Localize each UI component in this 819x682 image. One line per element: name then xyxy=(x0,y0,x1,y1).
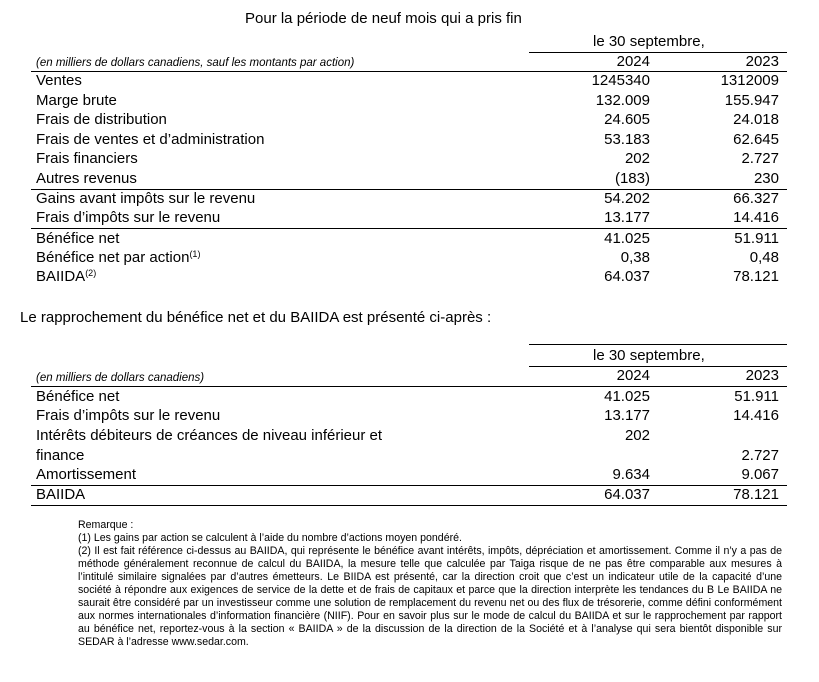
reconciliation-intro: Le rapprochement du bénéfice net et du BAIIDA est présenté ci-après : xyxy=(20,309,492,326)
value-2023: 155.947 xyxy=(724,92,779,109)
value-2023: 62.645 xyxy=(733,131,779,148)
year-header-2024: 2024 xyxy=(616,53,650,70)
value-2024: (183) xyxy=(614,170,650,187)
value-2023: 78.121 xyxy=(733,268,779,285)
row-label: Frais financiers xyxy=(36,150,138,167)
date-header: le 30 septembre, xyxy=(593,33,705,50)
date-header: le 30 septembre, xyxy=(593,347,705,364)
value-2023: 51.911 xyxy=(734,230,779,247)
table-row xyxy=(0,486,819,505)
value-2024: 64.037 xyxy=(604,268,650,285)
row-label: Amortissement xyxy=(36,466,137,483)
value-2024: 0,38 xyxy=(620,249,650,266)
row-label: BAIIDA$^{(2)}$ xyxy=(36,268,97,285)
value-2023: 51.911 xyxy=(734,388,779,405)
notes-heading: Remarque : xyxy=(78,519,134,531)
value-2024: 24.605 xyxy=(604,111,650,128)
table-bottom-rule xyxy=(31,505,787,506)
row-label: finance xyxy=(36,447,85,464)
footnote-2: (2) Il est fait référence ci-dessus au BAIIDA, qui représente le bénéfice avant intérêts, impôts, dépréciation et amortissement. Comme il n’y a pas de méthode généralement reconnue de calcul du BAIIDA, la mesure telle que calculée par Taiga risque de ne pas être comparable aux mesures à l’intitulé similaire signalées par d’autres émetteurs. Le BIIDA est présenté, car la direction croit que c’est un indicateur utile de la capacité d’une société à répondre aux exigences de service de la dette et de frais de capitaux et parce que la direction interprète les tendances du B Le BAIIDA ne saurait être considéré par un investisseur comme une solution de remplacement du revenu net ou des flux de trésorerie, comme défini conformément aux normes internationales d’information financière (NIIF). Pour en savoir plus sur le mode de calcul du BAIIDA et sur le rapprochement par rapport au bénéfice net, reportez-vous à la section « BAIIDA » de la discussion de la direction de la Société et à l’analyse qui sera bientôt disponible sur SEDAR à l’adresse www.sedar.com. xyxy=(78,545,782,648)
value-2023: 78.121 xyxy=(733,486,779,503)
value-2024: 41.025 xyxy=(604,230,650,247)
table-row xyxy=(0,230,819,249)
table-row xyxy=(0,407,819,426)
value-2024: 13.177 xyxy=(604,407,650,424)
value-2024: 9.634 xyxy=(612,466,650,483)
row-label: Ventes xyxy=(36,72,82,89)
value-2024: 13.177 xyxy=(604,209,650,226)
row-label: Frais de ventes et d’administration xyxy=(36,131,265,148)
value-2024: 202 xyxy=(624,150,650,167)
row-rule xyxy=(31,228,787,229)
value-2023: 9.067 xyxy=(741,466,779,483)
table-row xyxy=(0,170,819,189)
value-2023: 230 xyxy=(753,170,779,187)
row-label: BAIIDA xyxy=(36,486,86,503)
value-2023: 2.727 xyxy=(741,447,779,464)
table-row xyxy=(0,466,819,485)
table-row xyxy=(0,190,819,209)
table-row xyxy=(0,131,819,150)
table-row xyxy=(0,249,819,268)
table-row xyxy=(0,92,819,111)
footnote-marker: (2) xyxy=(85,268,97,278)
units-label: (en milliers de dollars canadiens, sauf les montants par action) xyxy=(36,57,355,69)
value-2024: 202 xyxy=(624,427,650,444)
row-label: Frais d’impôts sur le revenu xyxy=(36,209,221,226)
year-header-2023: 2023 xyxy=(745,367,779,384)
header-top-rule xyxy=(529,344,787,345)
row-label: Bénéfice net xyxy=(36,388,120,405)
table-row xyxy=(0,150,819,169)
value-2023: 0,48 xyxy=(749,249,779,266)
value-2024: 132.009 xyxy=(595,92,650,109)
table-row xyxy=(0,427,819,446)
row-label: Marge brute xyxy=(36,92,117,109)
year-header-2023: 2023 xyxy=(745,53,779,70)
value-2024: 64.037 xyxy=(604,486,650,503)
table-row xyxy=(0,72,819,91)
period-header: Pour la période de neuf mois qui a pris fin xyxy=(245,10,522,27)
row-label: Gains avant impôts sur le revenu xyxy=(36,190,256,207)
value-2024: 41.025 xyxy=(604,388,650,405)
row-label: Autres revenus xyxy=(36,170,137,187)
header-rule xyxy=(31,386,787,387)
value-2023: 66.327 xyxy=(733,190,779,207)
year-header-2024: 2024 xyxy=(616,367,650,384)
table-row xyxy=(0,447,819,466)
value-2024: 53.183 xyxy=(604,131,650,148)
table-row xyxy=(0,111,819,130)
row-label: Frais d’impôts sur le revenu xyxy=(36,407,221,424)
table-row xyxy=(0,268,819,287)
value-2023: 14.416 xyxy=(733,209,779,226)
table-row xyxy=(0,209,819,228)
value-2023: 24.018 xyxy=(733,111,779,128)
row-label: Intérêts débiteurs de créances de niveau inférieur et xyxy=(36,427,383,444)
footnotes xyxy=(78,519,782,649)
value-2023: 14.416 xyxy=(733,407,779,424)
value-2023: 1312009 xyxy=(720,72,779,89)
units-label: (en milliers de dollars canadiens) xyxy=(36,372,205,384)
footnote-1: (1) Les gains par action se calculent à l’aide du nombre d’actions moyen pondéré. xyxy=(78,532,462,544)
value-2023: 2.727 xyxy=(741,150,779,167)
value-2024: 54.202 xyxy=(604,190,650,207)
table-row xyxy=(0,388,819,407)
row-label: Bénéfice net par action$^{(1)}$ xyxy=(36,249,201,266)
row-label: Frais de distribution xyxy=(36,111,167,128)
footnote-marker: (1) xyxy=(189,249,201,259)
row-label: Bénéfice net xyxy=(36,230,120,247)
value-2024: 1245340 xyxy=(591,72,650,89)
